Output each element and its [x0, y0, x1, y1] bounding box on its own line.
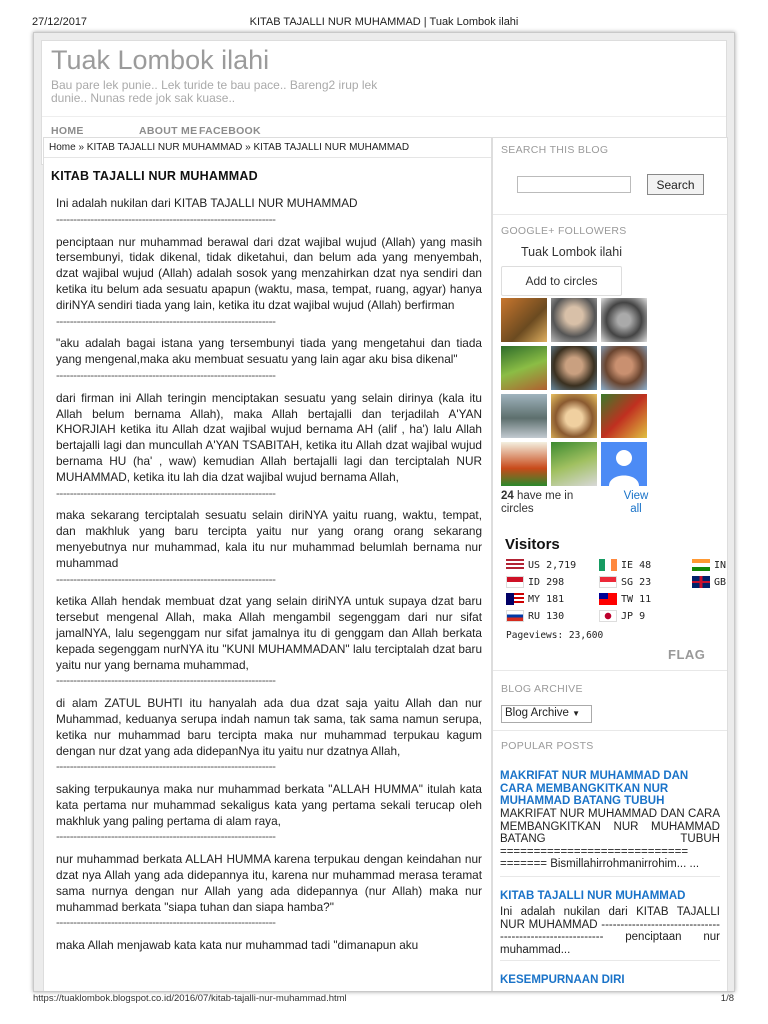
- print-date: 27/12/2017: [32, 16, 88, 28]
- divider: [493, 730, 728, 731]
- flag-row-gb: [692, 576, 726, 588]
- dropdown-arrow-icon: ▼: [572, 709, 581, 718]
- gb-flag-icon: [692, 576, 710, 588]
- post-paragraph: dari firman ini Allah teringin menciptakan sesuatu yang selain dirinya (kala itu Allah belum bernama Allah), maka Allah bertajalli dan terjadilah A'YAN KHORJIAH ketika itu Allah dzat wajibal wujud bernama AH (alif , ha') lalu Allah bertajalli lagi dan muncullah A'YAN TSABITAH, ketika itu Allah dzat wajibal wujud bernama HU (ha' , waw) kemudian Allah bertajalli lagi dan terciptalah NUR MUHAMMAD, ketika itu lah dia dzat wajibal wujud bernama Allah,: [56, 390, 482, 484]
- separator: ----------------------------------------------------------------: [56, 915, 276, 930]
- tw-flag-icon: [599, 593, 617, 605]
- avatar[interactable]: [501, 298, 547, 342]
- separator: ----------------------------------------------------------------: [56, 759, 276, 774]
- flag-code: IE: [621, 560, 634, 571]
- post-paragraph: maka Allah menjawab kata kata nur muhammad tadi "dimanapun aku: [56, 938, 419, 953]
- flag-code: JP: [621, 611, 634, 622]
- flag-row-ie: [599, 559, 651, 571]
- ru-flag-icon: [506, 610, 524, 622]
- flag-code: SG: [621, 577, 634, 588]
- flag-row-in: [692, 559, 726, 571]
- view-all-link[interactable]: View all: [623, 490, 649, 515]
- divider: [500, 960, 720, 961]
- flag-logo-text: FLAG: [668, 647, 706, 662]
- avatar[interactable]: [551, 442, 597, 486]
- popular-post-title[interactable]: MAKRIFAT NUR MUHAMMAD DAN CARA MEMBANGKITKAN NUR MUHAMMAD BATANG TUBUH: [500, 770, 689, 807]
- follower-label: have me in circles: [501, 490, 574, 515]
- flag-row-tw: [599, 593, 651, 605]
- blog-title[interactable]: Tuak Lombok ilahi: [51, 45, 270, 75]
- main-content: [43, 137, 492, 992]
- separator: ----------------------------------------------------------------: [56, 829, 276, 844]
- jp-flag-icon: [599, 610, 617, 622]
- search-button[interactable]: Search: [647, 174, 704, 195]
- gplus-profile-name[interactable]: Tuak Lombok ilahi: [521, 245, 622, 259]
- post-paragraph: maka sekarang terciptalah sesuatu selain diriNYA yaitu ruang, waktu, tempat, dan makhluk yang baru tercipta yaitu nur yang orang orang sekarang menyebutnya nur muhammad, kala itu nur muhammad belumlah bernama nur muhammad: [56, 508, 482, 570]
- flag-code: US: [528, 560, 541, 571]
- separator: ----------------------------------------------------------------: [56, 485, 276, 500]
- avatar[interactable]: [551, 298, 597, 342]
- separator: ----------------------------------------------------------------: [56, 571, 276, 586]
- flag-count: 11: [639, 594, 652, 605]
- archive-heading: BLOG ARCHIVE: [501, 683, 583, 695]
- flag-row-sg: [599, 576, 651, 588]
- flag-row-id: [506, 576, 564, 588]
- breadcrumb[interactable]: Home » KITAB TAJALLI NUR MUHAMMAD » KITAB TAJALLI NUR MUHAMMAD: [44, 138, 491, 158]
- flag-row-my: [506, 593, 564, 605]
- post-paragraph: ketika Allah hendak membuat dzat yang selain diriNYA untuk supaya dzat baru tersebut mengenal Allah, maka Allah mengambil segenggam dari nur sifat jamalNYA, lalu segenggam nur sifat jamalnya itu di genggam dan Allah berkata kepada segenggam nurNYA itu "KUNI MUHAMMADAN" lalu terciptalah dzat baru yaitu nur yang bernama muhammad,: [56, 594, 482, 672]
- flag-count: 298: [546, 577, 565, 588]
- avatar[interactable]: [501, 442, 547, 486]
- gplus-heading: GOOGLE+ FOLLOWERS: [501, 225, 627, 237]
- print-footer: [0, 993, 768, 1007]
- nav-about-me[interactable]: ABOUT ME: [139, 125, 198, 137]
- add-to-circles-button[interactable]: Add to circles: [501, 266, 622, 296]
- popular-post-snippet: MAKRIFAT NUR MUHAMMAD DAN CARA MEMBANGKITKAN NUR MUHAMMAD BATANG TUBUH ============================ ======= Bismillahirrohmanirrohim... ...: [500, 808, 720, 870]
- us-flag-icon: [506, 559, 524, 571]
- id-flag-icon: [506, 576, 524, 588]
- post-body: [56, 196, 482, 954]
- flag-count: 9: [639, 611, 646, 622]
- post-paragraph: di alam ZATUL BUHTI itu hanyalah ada dua dzat saja yaitu Allah dan nur Muhammad, keduanya serupa indah namun tak sama, tak sama namun serupa, ketika nur muhammad baru tercipta maka nur muhammad terpukau kagum dengan nur dzat yang ada didepanNya itu yaitu nur dzatnya Allah,: [56, 696, 482, 758]
- flag-row-us: [506, 559, 576, 571]
- flag-code: TW: [621, 594, 634, 605]
- search-input[interactable]: [517, 176, 631, 193]
- follower-count: [501, 490, 591, 516]
- flag-count: 130: [546, 611, 565, 622]
- ie-flag-icon: [599, 559, 617, 571]
- avatar[interactable]: [501, 346, 547, 390]
- divider: [493, 214, 728, 215]
- avatar[interactable]: [551, 346, 597, 390]
- separator: ----------------------------------------------------------------: [56, 367, 276, 382]
- print-title: KITAB TAJALLI NUR MUHAMMAD | Tuak Lombok ilahi: [249, 16, 519, 28]
- print-header: [0, 16, 768, 30]
- flag-code: ID: [528, 577, 541, 588]
- post-paragraph: saking terpukaunya maka nur muhammad berkata "ALLAH HUMMA" itulah kata kata pertama nur muhammad sekaligus kata yang pertama sekali terucap oleh makhluk yang paling pertama di alam raya,: [56, 782, 482, 828]
- avatar[interactable]: [551, 394, 597, 438]
- page-frame: [33, 32, 735, 992]
- avatar[interactable]: [601, 394, 647, 438]
- flag-code: MY: [528, 594, 541, 605]
- avatar[interactable]: [501, 394, 547, 438]
- flag-code: RU: [528, 611, 541, 622]
- pageviews: Pageviews: 23,600: [506, 630, 604, 641]
- sg-flag-icon: [599, 576, 617, 588]
- default-avatar-icon[interactable]: [601, 442, 647, 486]
- post-paragraph: penciptaan nur muhammad berawal dari dzat wajibal wujud (Allah) yang masih tersembunyi, tidak dikenal, tidak diketahui, dan belum ada yang menyembah, dzat wajibal wujud (Allah) adalah sosok yang menzahirkan dzat nya sendiri dan ketika itu belum ada sesuatu apapun (waktu, masa, tempat, ruang, agyar) hanya diriNYA sendiri tiada yang lain, ketika itu dzat wajibal wujud (Allah) berfirman: [56, 234, 482, 312]
- flag-row-jp: [599, 610, 645, 622]
- archive-dropdown[interactable]: [501, 705, 592, 723]
- nav-facebook[interactable]: FACEBOOK: [199, 125, 261, 137]
- popular-post-snippet: Ini adalah nukilan dari KITAB TAJALLI NUR MUHAMMAD ---------------------------------------------------------- penciptaan nur muhammad...: [500, 906, 720, 956]
- post-paragraph: "aku adalah bagai istana yang tersembunyi tiada yang mengetahui dan tiada yang mengenal,maka aku membuat sesuatu yang lain agar aku bisa dikenal": [56, 336, 482, 367]
- flag-row-ru: [506, 610, 564, 622]
- flag-code: GB: [714, 577, 727, 588]
- popular-post-title[interactable]: KESEMPURNAAN DIRI: [500, 974, 625, 986]
- in-flag-icon: [692, 559, 710, 571]
- divider: [493, 670, 728, 671]
- flag-counter-logo[interactable]: [668, 647, 705, 662]
- divider: [500, 876, 720, 877]
- flag-count: 181: [546, 594, 565, 605]
- sidebar: [492, 137, 728, 992]
- separator: ----------------------------------------------------------------: [56, 313, 276, 328]
- separator: ----------------------------------------------------------------: [56, 673, 276, 688]
- post-title: KITAB TAJALLI NUR MUHAMMAD: [51, 169, 258, 183]
- my-flag-icon: [506, 593, 524, 605]
- avatar[interactable]: [601, 298, 647, 342]
- post-paragraph: nur muhammad berkata ALLAH HUMMA karena terpukau dengan keindahan nur dzat nya Allah yang ada didepannya itu, karena nur muhammad merasa teramat sama nurnya dengan nur Allah yang ada didepannya (nur Allah) maka nur muhammad berkata "siapa tuhan dan siapa hamba?": [56, 852, 482, 914]
- flag-count: 23: [639, 577, 652, 588]
- search-heading: SEARCH THIS BLOG: [501, 144, 609, 156]
- popular-heading: POPULAR POSTS: [501, 740, 594, 752]
- post-paragraph: Ini adalah nukilan dari KITAB TAJALLI NUR MUHAMMAD: [56, 196, 358, 210]
- print-page-number: 1/8: [720, 993, 734, 1004]
- print-url: https://tuaklombok.blogspot.co.id/2016/07/kitab-tajalli-nur-muhammad.html: [33, 993, 347, 1004]
- nav-home[interactable]: HOME: [51, 125, 84, 137]
- avatar[interactable]: [601, 346, 647, 390]
- follower-number: 24: [501, 490, 514, 502]
- archive-select-label: Blog Archive: [505, 707, 569, 719]
- blog-description: Bau pare lek punie.. Lek turide te bau pace.. Bareng2 irup lek dunie.. Nunas rede jok sak kuase..: [51, 78, 378, 105]
- separator: ----------------------------------------------------------------: [56, 211, 276, 226]
- flag-count: 2,719: [546, 560, 577, 571]
- visitors-title: Visitors: [505, 536, 560, 553]
- popular-post-title[interactable]: KITAB TAJALLI NUR MUHAMMAD: [500, 890, 686, 902]
- flag-count: 48: [639, 560, 652, 571]
- flag-code: IN: [714, 560, 727, 571]
